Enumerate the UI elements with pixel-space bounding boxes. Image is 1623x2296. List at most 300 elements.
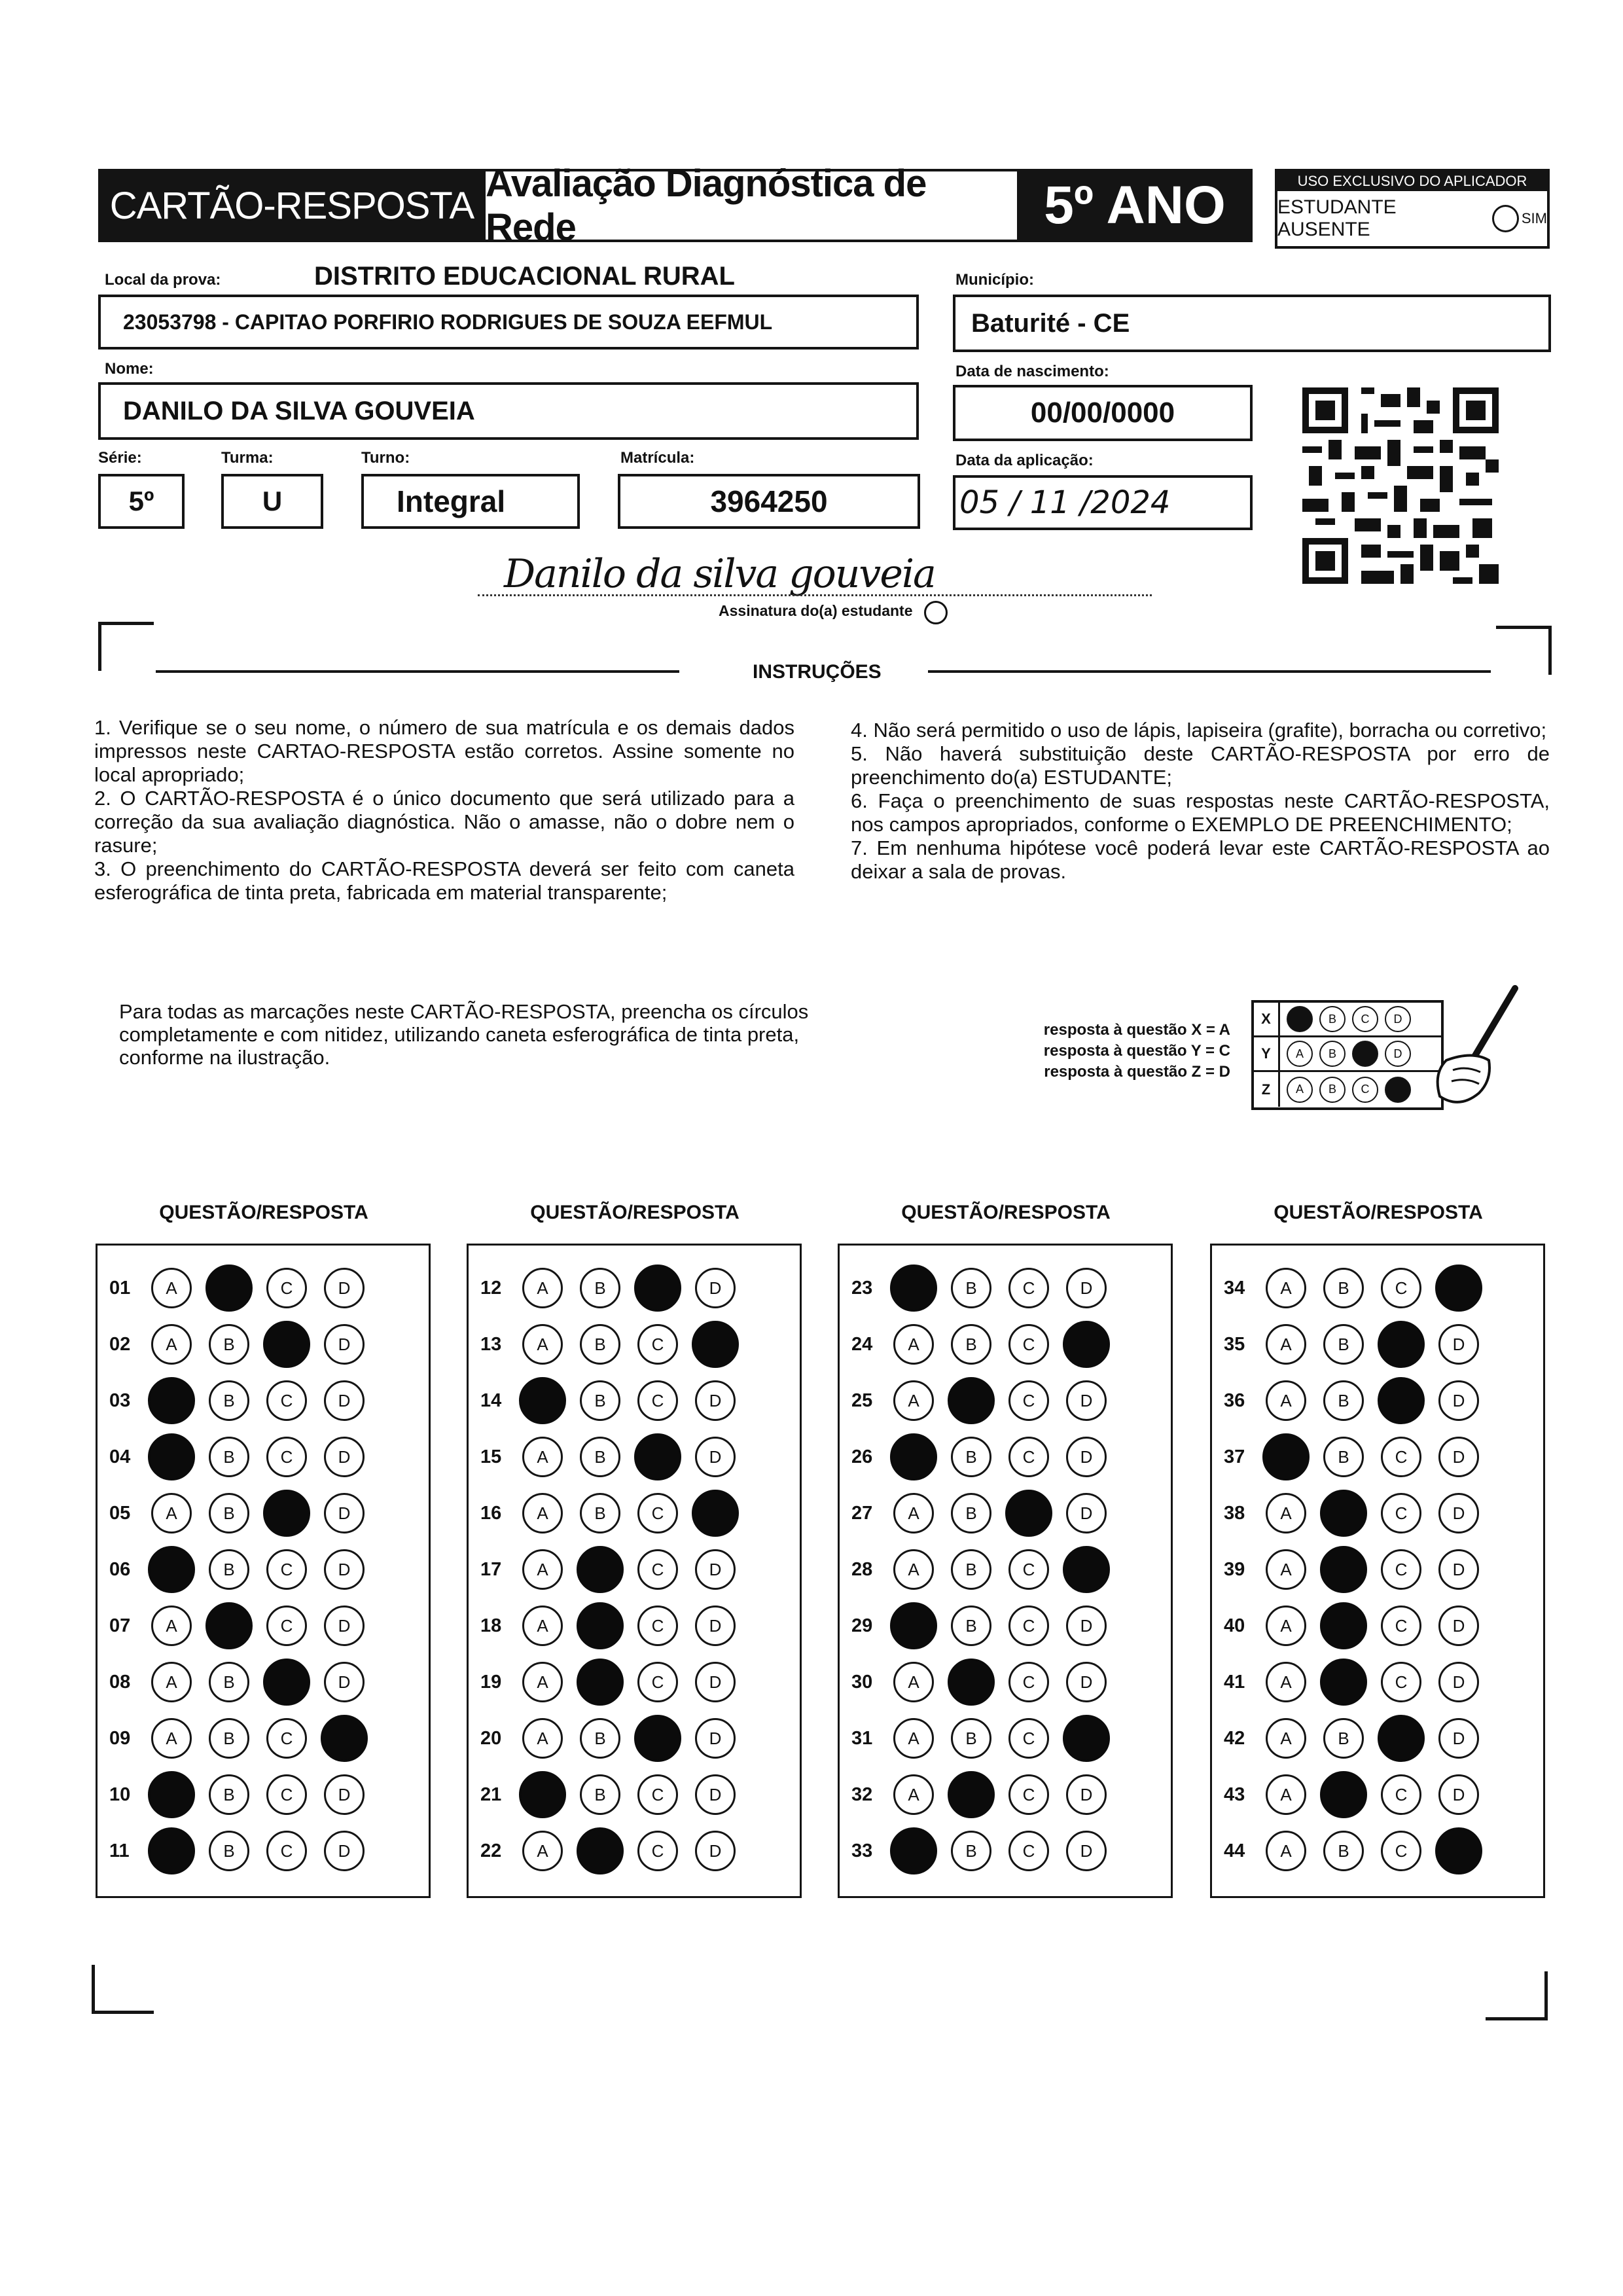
card-title: CARTÃO-RESPOSTA: [109, 184, 474, 227]
answer-bubble-b[interactable]: [1320, 1490, 1367, 1537]
question-row: [98, 1710, 429, 1767]
answer-bubble-a[interactable]: A: [522, 1605, 563, 1646]
answer-bubble-a[interactable]: A: [151, 1718, 192, 1759]
question-number: 05: [109, 1502, 131, 1524]
answer-bubble-b[interactable]: B: [951, 1831, 991, 1871]
answer-bubble-d[interactable]: D: [1438, 1324, 1479, 1365]
answer-bubble-c[interactable]: C: [1381, 1268, 1421, 1308]
answer-bubble-b[interactable]: [1320, 1602, 1367, 1649]
answer-bubble-d[interactable]: D: [695, 1831, 736, 1871]
answer-bubble-b[interactable]: [948, 1771, 995, 1818]
answer-bubble-a[interactable]: A: [522, 1718, 563, 1759]
answer-bubble-c[interactable]: C: [1381, 1437, 1421, 1477]
answer-bubble-a[interactable]: A: [1266, 1718, 1306, 1759]
answer-bubble-b[interactable]: B: [951, 1718, 991, 1759]
answer-bubble-a[interactable]: A: [151, 1605, 192, 1646]
instructions-rule-left: [156, 670, 679, 673]
question-row: [469, 1372, 800, 1429]
answer-bubble-a[interactable]: [890, 1602, 937, 1649]
aplicacao-value: 05 / 11 /2024: [959, 484, 1171, 521]
answer-bubble-c[interactable]: [263, 1659, 310, 1706]
answer-bubble-c[interactable]: C: [266, 1831, 307, 1871]
answer-bubble-a[interactable]: A: [522, 1493, 563, 1534]
answer-column-header: QUESTÃO/RESPOSTA: [901, 1202, 1111, 1223]
answer-bubble-a[interactable]: A: [1266, 1549, 1306, 1590]
question-row: [98, 1260, 429, 1316]
answer-bubble-c[interactable]: C: [266, 1380, 307, 1421]
answer-bubble-d[interactable]: D: [324, 1324, 365, 1365]
absent-checkbox[interactable]: [1492, 205, 1519, 232]
question-row: [469, 1598, 800, 1654]
answer-bubble-d[interactable]: D: [324, 1605, 365, 1646]
question-number: 24: [851, 1333, 873, 1355]
question-number: 06: [109, 1558, 131, 1580]
answer-bubble-a[interactable]: A: [893, 1324, 934, 1365]
answer-bubble-a[interactable]: A: [522, 1662, 563, 1702]
answer-column-header: QUESTÃO/RESPOSTA: [530, 1202, 740, 1223]
example-bubble-d: D: [1385, 1006, 1411, 1032]
example-bubble-c: [1352, 1041, 1378, 1067]
answer-bubble-d[interactable]: [692, 1490, 739, 1537]
question-number: 27: [851, 1502, 873, 1524]
question-row: [840, 1823, 1171, 1879]
answer-bubble-d[interactable]: D: [695, 1662, 736, 1702]
answer-bubble-a[interactable]: A: [1266, 1380, 1306, 1421]
answer-bubble-c[interactable]: [263, 1321, 310, 1368]
answer-bubble-c[interactable]: C: [637, 1493, 678, 1534]
answer-bubble-b[interactable]: B: [580, 1718, 620, 1759]
answer-bubble-b[interactable]: B: [209, 1380, 249, 1421]
question-number: 15: [480, 1446, 502, 1467]
answer-column: [1210, 1244, 1545, 1898]
answer-bubble-b[interactable]: B: [951, 1493, 991, 1534]
answer-bubble-b[interactable]: B: [580, 1380, 620, 1421]
turma-field: [221, 474, 323, 529]
instruction-3: 3. O preenchimento do CARTÃO-RESPOSTA deverá ser feito com caneta esferográfica de tinta preta, fabricada em material transparente;: [94, 857, 794, 904]
answer-bubble-a[interactable]: A: [893, 1774, 934, 1815]
answer-bubble-c[interactable]: [634, 1433, 681, 1480]
aplicador-box: [1275, 169, 1550, 249]
answer-bubble-b[interactable]: B: [209, 1493, 249, 1534]
answer-bubble-d[interactable]: D: [324, 1662, 365, 1702]
answer-bubble-c[interactable]: C: [637, 1774, 678, 1815]
question-row: [98, 1598, 429, 1654]
answer-bubble-d[interactable]: D: [1066, 1605, 1107, 1646]
serie-label: Série:: [98, 449, 142, 467]
instruction-1: 1. Verifique se o seu nome, o número de sua matrícula e os demais dados impressos neste CARTAO-RESPOSTA estão corretos. Assine somente no local apropriado;: [94, 716, 794, 786]
answer-bubble-b[interactable]: B: [580, 1324, 620, 1365]
answer-bubble-a[interactable]: [148, 1377, 195, 1424]
answer-bubble-a[interactable]: [890, 1433, 937, 1480]
instruction-2: 2. O CARTÃO-RESPOSTA é o único documento que será utilizado para a correção da sua avaliação diagnóstica. Não o amasse, não o dobre nem o rasure;: [94, 787, 794, 857]
answer-bubble-c[interactable]: C: [1381, 1493, 1421, 1534]
question-row: [469, 1654, 800, 1710]
answer-bubble-b[interactable]: B: [1323, 1380, 1364, 1421]
answer-bubble-c[interactable]: C: [1008, 1437, 1049, 1477]
answer-bubble-a[interactable]: A: [522, 1437, 563, 1477]
answer-bubble-d[interactable]: [1435, 1827, 1482, 1874]
answer-bubble-a[interactable]: A: [151, 1268, 192, 1308]
answer-bubble-c[interactable]: C: [1008, 1380, 1049, 1421]
school-value: 23053798 - CAPITAO PORFIRIO RODRIGUES DE SOUZA EEFMUL: [123, 310, 773, 334]
answer-bubble-d[interactable]: [1063, 1321, 1110, 1368]
answer-bubble-b[interactable]: B: [209, 1831, 249, 1871]
answer-bubble-c[interactable]: C: [637, 1380, 678, 1421]
answer-bubble-d[interactable]: D: [695, 1437, 736, 1477]
answer-bubble-d[interactable]: D: [1438, 1549, 1479, 1590]
answer-bubble-c[interactable]: C: [1008, 1718, 1049, 1759]
question-row: [840, 1710, 1171, 1767]
answer-bubble-a[interactable]: A: [522, 1268, 563, 1308]
answer-bubble-d[interactable]: D: [1438, 1774, 1479, 1815]
question-number: 19: [480, 1671, 502, 1693]
question-number: 07: [109, 1615, 131, 1636]
answer-bubble-c[interactable]: [263, 1490, 310, 1537]
answer-bubble-a[interactable]: [519, 1771, 566, 1818]
answer-bubble-b[interactable]: B: [209, 1774, 249, 1815]
answer-bubble-c[interactable]: C: [1008, 1831, 1049, 1871]
answer-column: [467, 1244, 802, 1898]
question-row: [469, 1316, 800, 1372]
answer-bubble-b[interactable]: B: [209, 1324, 249, 1365]
question-number: 17: [480, 1558, 502, 1580]
answer-bubble-d[interactable]: D: [695, 1718, 736, 1759]
answer-bubble-b[interactable]: B: [209, 1662, 249, 1702]
question-row: [98, 1485, 429, 1541]
answer-bubble-b[interactable]: B: [580, 1774, 620, 1815]
answer-bubble-d[interactable]: D: [695, 1774, 736, 1815]
answer-bubble-a[interactable]: A: [1266, 1268, 1306, 1308]
answer-bubble-c[interactable]: C: [1008, 1268, 1049, 1308]
answer-bubble-c[interactable]: C: [1008, 1774, 1049, 1815]
answer-bubble-d[interactable]: [1435, 1265, 1482, 1312]
question-number: 16: [480, 1502, 502, 1524]
question-number: 29: [851, 1615, 873, 1636]
instruction-6: 6. Faça o preenchimento de suas respostas neste CARTÃO-RESPOSTA, nos campos apropriados, conforme o EXEMPLO DE PREENCHIMENTO;: [851, 789, 1550, 836]
answer-bubble-b[interactable]: B: [951, 1605, 991, 1646]
question-row: [98, 1429, 429, 1485]
answer-bubble-d[interactable]: D: [324, 1380, 365, 1421]
answer-bubble-b[interactable]: B: [951, 1549, 991, 1590]
question-row: [469, 1429, 800, 1485]
answer-bubble-a[interactable]: A: [522, 1549, 563, 1590]
example-bubble-c: C: [1352, 1006, 1378, 1032]
question-row: [1212, 1541, 1543, 1598]
absent-yes-label: SIM: [1521, 210, 1547, 226]
answer-bubble-a[interactable]: A: [893, 1380, 934, 1421]
exam-title: Avaliação Diagnóstica de Rede: [486, 162, 927, 249]
question-row: [98, 1372, 429, 1429]
answer-bubble-d[interactable]: D: [1066, 1437, 1107, 1477]
corner-mark-bottom-right: [1486, 1971, 1548, 2020]
answer-bubble-c[interactable]: C: [266, 1718, 307, 1759]
answer-bubble-d[interactable]: D: [1438, 1605, 1479, 1646]
answer-bubble-c[interactable]: [634, 1715, 681, 1762]
answer-bubble-b[interactable]: [948, 1659, 995, 1706]
answer-bubble-c[interactable]: C: [1008, 1549, 1049, 1590]
answer-bubble-a[interactable]: A: [893, 1549, 934, 1590]
answer-bubble-a[interactable]: [148, 1546, 195, 1593]
answer-bubble-a[interactable]: [148, 1771, 195, 1818]
instructions-left: [94, 716, 794, 905]
aplicacao-field: [953, 475, 1253, 530]
answer-bubble-c[interactable]: C: [266, 1268, 307, 1308]
answer-bubble-d[interactable]: D: [324, 1774, 365, 1815]
answer-column: [838, 1244, 1173, 1898]
question-number: 41: [1224, 1671, 1245, 1693]
question-number: 14: [480, 1390, 502, 1411]
answer-bubble-b[interactable]: [1320, 1546, 1367, 1593]
answer-bubble-b[interactable]: B: [209, 1549, 249, 1590]
question-row: [1212, 1767, 1543, 1823]
answer-bubble-b[interactable]: [205, 1602, 253, 1649]
question-row: [840, 1598, 1171, 1654]
example-bubble-b: B: [1319, 1006, 1346, 1032]
answer-bubble-a[interactable]: A: [151, 1493, 192, 1534]
answer-bubble-b[interactable]: [1320, 1659, 1367, 1706]
answer-bubble-b[interactable]: [1320, 1771, 1367, 1818]
question-row: [840, 1429, 1171, 1485]
answer-bubble-d[interactable]: [321, 1715, 368, 1762]
answer-bubble-a[interactable]: [890, 1827, 937, 1874]
question-row: [840, 1541, 1171, 1598]
answer-bubble-c[interactable]: C: [266, 1774, 307, 1815]
answer-bubble-c[interactable]: [1378, 1377, 1425, 1424]
example-row-key: X: [1254, 1003, 1280, 1035]
question-number: 43: [1224, 1784, 1245, 1805]
turno-value: Integral: [397, 484, 506, 518]
answer-bubble-c[interactable]: [1378, 1321, 1425, 1368]
answer-bubble-d[interactable]: D: [1066, 1662, 1107, 1702]
answer-bubble-a[interactable]: A: [893, 1718, 934, 1759]
instructions-title: INSTRUÇÕES: [753, 661, 882, 683]
corner-mark-top-right: [1496, 626, 1552, 675]
answer-bubble-a[interactable]: A: [1266, 1774, 1306, 1815]
answer-bubble-c[interactable]: C: [1381, 1831, 1421, 1871]
answer-bubble-c[interactable]: C: [1381, 1662, 1421, 1702]
answer-bubble-d[interactable]: D: [1066, 1774, 1107, 1815]
turma-value: U: [262, 486, 283, 516]
answer-bubble-d[interactable]: D: [695, 1549, 736, 1590]
question-row: [469, 1541, 800, 1598]
question-row: [98, 1823, 429, 1879]
question-number: 13: [480, 1333, 502, 1355]
answer-bubble-b[interactable]: B: [1323, 1831, 1364, 1871]
answer-bubble-c[interactable]: C: [1008, 1324, 1049, 1365]
answer-bubble-c[interactable]: C: [1008, 1662, 1049, 1702]
answer-bubble-c[interactable]: C: [637, 1831, 678, 1871]
question-number: 20: [480, 1727, 502, 1749]
matricula-value: 3964250: [710, 484, 828, 518]
question-number: 04: [109, 1446, 131, 1467]
answer-bubble-b[interactable]: B: [951, 1437, 991, 1477]
question-number: 23: [851, 1277, 873, 1299]
question-number: 33: [851, 1840, 873, 1861]
answer-bubble-d[interactable]: [1063, 1546, 1110, 1593]
question-row: [840, 1316, 1171, 1372]
answer-bubble-b[interactable]: [577, 1827, 624, 1874]
answer-bubble-d[interactable]: D: [1438, 1380, 1479, 1421]
instructions-rule-right: [928, 670, 1491, 673]
answer-bubble-d[interactable]: D: [324, 1437, 365, 1477]
answer-bubble-a[interactable]: A: [1266, 1324, 1306, 1365]
question-number: 01: [109, 1277, 131, 1299]
question-row: [1212, 1823, 1543, 1879]
corner-mark-top-left: [98, 622, 154, 671]
answer-bubble-b[interactable]: B: [951, 1268, 991, 1308]
answer-bubble-b[interactable]: B: [1323, 1437, 1364, 1477]
answer-bubble-b[interactable]: B: [209, 1437, 249, 1477]
answer-bubble-d[interactable]: D: [1438, 1437, 1479, 1477]
answer-bubble-d[interactable]: [1063, 1715, 1110, 1762]
answer-bubble-b[interactable]: [577, 1659, 624, 1706]
answer-bubble-d[interactable]: D: [695, 1605, 736, 1646]
local-label: Local da prova:: [105, 271, 221, 289]
question-row: [1212, 1316, 1543, 1372]
answer-bubble-d[interactable]: D: [1438, 1718, 1479, 1759]
question-row: [469, 1260, 800, 1316]
question-number: 44: [1224, 1840, 1245, 1861]
answer-bubble-c[interactable]: C: [266, 1549, 307, 1590]
answer-bubble-d[interactable]: D: [695, 1268, 736, 1308]
matricula-label: Matrícula:: [620, 449, 695, 467]
answer-bubble-a[interactable]: [1262, 1433, 1310, 1480]
question-number: 02: [109, 1333, 131, 1355]
answer-bubble-b[interactable]: [577, 1602, 624, 1649]
answer-bubble-a[interactable]: A: [1266, 1831, 1306, 1871]
example-label-y: resposta à questão Y = C: [1043, 1042, 1230, 1060]
signature: Danilo da silva gouveia: [504, 551, 935, 597]
example-bubble-b: B: [1319, 1077, 1346, 1103]
answer-bubble-d[interactable]: D: [1066, 1493, 1107, 1534]
answer-bubble-b[interactable]: B: [1323, 1268, 1364, 1308]
answer-bubble-a[interactable]: A: [1266, 1493, 1306, 1534]
question-number: 26: [851, 1446, 873, 1467]
answer-bubble-c[interactable]: C: [1381, 1774, 1421, 1815]
example-row-key: Z: [1254, 1072, 1280, 1107]
question-row: [1212, 1429, 1543, 1485]
answer-bubble-b[interactable]: B: [209, 1718, 249, 1759]
nome-field: [98, 382, 919, 440]
question-row: [1212, 1598, 1543, 1654]
answer-bubble-a[interactable]: [890, 1265, 937, 1312]
question-number: 18: [480, 1615, 502, 1636]
answer-bubble-b[interactable]: [577, 1546, 624, 1593]
question-row: [1212, 1372, 1543, 1429]
answer-bubble-c[interactable]: C: [637, 1662, 678, 1702]
answer-bubble-d[interactable]: D: [1066, 1831, 1107, 1871]
answer-bubble-a[interactable]: A: [151, 1662, 192, 1702]
example-bubble-c: C: [1352, 1077, 1378, 1103]
exam-title-box: [483, 162, 1020, 249]
answer-bubble-d[interactable]: D: [1438, 1493, 1479, 1534]
question-number: 40: [1224, 1615, 1245, 1636]
example-bubble-a: [1287, 1006, 1313, 1032]
instruction-4: 4. Não será permitido o uso de lápis, lapiseira (grafite), borracha ou corretivo;: [851, 719, 1547, 742]
answer-bubble-c[interactable]: C: [1008, 1605, 1049, 1646]
answer-bubble-a[interactable]: [148, 1433, 195, 1480]
municipio-field: [953, 295, 1551, 352]
question-number: 30: [851, 1671, 873, 1693]
answer-bubble-c[interactable]: C: [637, 1605, 678, 1646]
nascimento-label: Data de nascimento:: [955, 363, 1109, 380]
aplicacao-label: Data da aplicação:: [955, 452, 1094, 469]
answer-bubble-c[interactable]: C: [266, 1605, 307, 1646]
answer-column-header: QUESTÃO/RESPOSTA: [159, 1202, 368, 1223]
answer-bubble-a[interactable]: [148, 1827, 195, 1874]
question-row: [469, 1710, 800, 1767]
nascimento-field: [953, 385, 1253, 441]
answer-bubble-a[interactable]: A: [1266, 1662, 1306, 1702]
answer-bubble-d[interactable]: D: [1438, 1662, 1479, 1702]
answer-bubble-d[interactable]: D: [695, 1380, 736, 1421]
answer-bubble-b[interactable]: B: [951, 1324, 991, 1365]
question-row: [98, 1316, 429, 1372]
answer-bubble-a[interactable]: A: [522, 1324, 563, 1365]
answer-bubble-d[interactable]: D: [324, 1831, 365, 1871]
answer-bubble-c[interactable]: C: [266, 1437, 307, 1477]
answer-bubble-d[interactable]: D: [1066, 1380, 1107, 1421]
answer-bubble-d[interactable]: D: [324, 1493, 365, 1534]
answer-bubble-b[interactable]: B: [1323, 1324, 1364, 1365]
answer-bubble-b[interactable]: B: [580, 1268, 620, 1308]
turno-field: [361, 474, 580, 529]
answer-bubble-c[interactable]: [1005, 1490, 1052, 1537]
serie-value: 5º: [128, 486, 154, 516]
question-number: 39: [1224, 1558, 1245, 1580]
signature-label: Assinatura do(a) estudante: [719, 602, 913, 619]
grade-title: 5º ANO: [1044, 175, 1226, 235]
answer-bubble-d[interactable]: [692, 1321, 739, 1368]
question-number: 11: [109, 1840, 130, 1861]
answer-bubble-c[interactable]: C: [1381, 1605, 1421, 1646]
example-row-key: Y: [1254, 1037, 1280, 1070]
answer-bubble-c[interactable]: C: [637, 1324, 678, 1365]
answer-column: [96, 1244, 431, 1898]
answer-bubble-d[interactable]: D: [1066, 1268, 1107, 1308]
answer-bubble-a[interactable]: A: [151, 1324, 192, 1365]
example-label-x: resposta à questão X = A: [1043, 1021, 1230, 1039]
example-labels: [1014, 1020, 1230, 1083]
answer-bubble-a[interactable]: [519, 1377, 566, 1424]
answer-bubble-b[interactable]: B: [580, 1437, 620, 1477]
answer-bubble-c[interactable]: [1378, 1715, 1425, 1762]
answer-bubble-a[interactable]: A: [893, 1662, 934, 1702]
answer-bubble-c[interactable]: C: [637, 1549, 678, 1590]
answer-bubble-b[interactable]: B: [1323, 1718, 1364, 1759]
question-row: [1212, 1710, 1543, 1767]
answer-bubble-d[interactable]: D: [324, 1268, 365, 1308]
instruction-5: 5. Não haverá substituição deste CARTÃO-RESPOSTA por erro de preenchimento do(a) ESTUDANTE;: [851, 742, 1550, 789]
question-number: 12: [480, 1277, 502, 1299]
nascimento-value: 00/00/0000: [1030, 397, 1175, 429]
answer-bubble-b[interactable]: [205, 1265, 253, 1312]
question-row: [469, 1485, 800, 1541]
answer-bubble-b[interactable]: [948, 1377, 995, 1424]
answer-bubble-a[interactable]: A: [522, 1831, 563, 1871]
question-row: [1212, 1260, 1543, 1316]
answer-bubble-d[interactable]: D: [324, 1549, 365, 1590]
question-number: 25: [851, 1390, 873, 1411]
answer-bubble-a[interactable]: A: [893, 1493, 934, 1534]
grade-box: [1017, 169, 1253, 242]
corner-mark-bottom-left: [92, 1965, 154, 2014]
answer-bubble-b[interactable]: B: [580, 1493, 620, 1534]
answer-column-header: QUESTÃO/RESPOSTA: [1274, 1202, 1483, 1223]
answer-bubble-c[interactable]: [634, 1265, 681, 1312]
answer-bubble-a[interactable]: A: [1266, 1605, 1306, 1646]
answer-bubble-c[interactable]: C: [1381, 1549, 1421, 1590]
